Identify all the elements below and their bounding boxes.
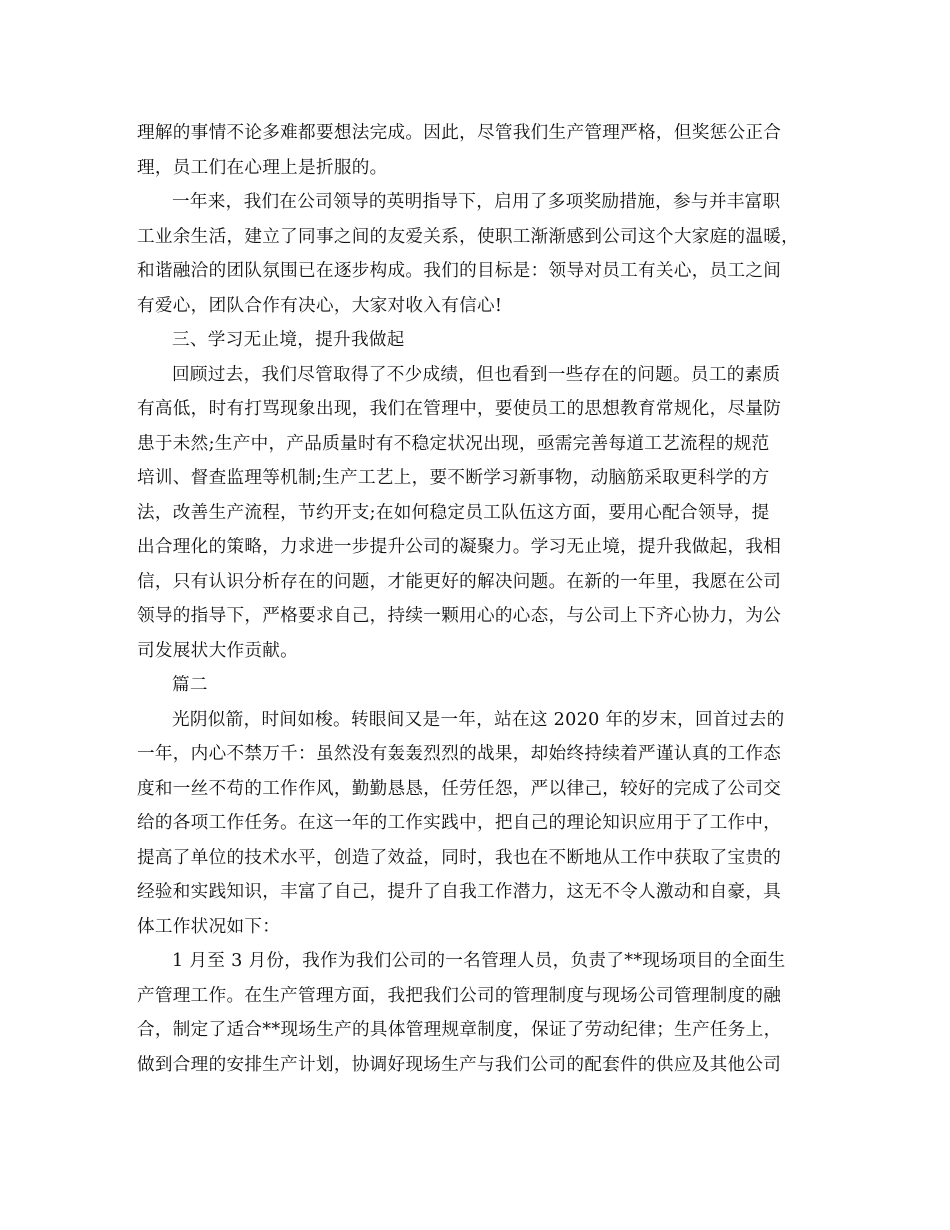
text-line: 理，员工们在心理上是折服的。 [137,157,388,178]
text-line: 给的各项工作任务。在这一年的工作实践中，把自己的理论知识应用于了工作中， [137,813,782,833]
text-line: 法，改善生产流程，节约开支;在如何稳定员工队伍这方面，要用心配合领导，提 [137,502,770,523]
document-page [137,116,815,1082]
text-line: 领导的指导下，严格要求自己，持续一颗用心的心态，与公司上下齐心协力，为公 [137,606,782,626]
text-line: 司发展状大作贡献。 [137,640,299,661]
text-line: 经验和实践知识，丰富了自己，提升了自我工作潜力，这无不令人激动和自豪，具 [137,882,782,902]
text-line: 理解的事情不论多难都要想法完成。因此，尽管我们生产管理严格，但奖惩公正合 [137,123,782,143]
text-line: 体工作状况如下： [137,916,281,937]
text-line: 产管理工作。在生产管理方面，我把我们公司的管理制度与现场公司管理制度的融 [137,985,782,1006]
paragraph [137,358,815,669]
paragraph [137,944,815,1082]
text-line: 度和一丝不苟的工作作风，勤勤恳恳，任劳任怨，严以律己，较好的完成了公司交 [137,778,782,799]
text-line: 培训、督查监理等机制;生产工艺上，要不断学习新事物，动脑筋采取更科学的方 [137,468,770,488]
text-line: 有爱心，团队合作有决心，大家对收入有信心! [137,295,503,316]
text-line: 工业余生活，建立了同事之间的友爱关系，使职工渐渐感到公司这个大家庭的温暖， [137,226,800,247]
text-line: 做到合理的安排生产计划，协调好现场生产与我们公司的配套件的供应及其他公司 [137,1054,782,1075]
text-line: 篇二 [172,675,208,695]
text-line: 合，制定了适合**现场生产的具体管理规章制度，保证了劳动纪律；生产任务上， [137,1020,782,1040]
text-line: 提高了单位的技术水平，创造了效益，同时，我也在不断地从工作中获取了宝贵的 [137,847,782,868]
paragraph [137,185,815,323]
text-line: 信，只有认识分析存在的问题，才能更好的解决问题。在新的一年里，我愿在公司 [137,571,782,592]
text-line: 一年，内心不禁万千：虽然没有轰轰烈烈的战果，却始终持续着严谨认真的工作态 [137,744,782,764]
text-line: 1 月至 3 月份，我作为我们公司的一名管理人员，负责了**现场项目的全面生 [172,951,786,971]
text-line: 三、学习无止境，提升我做起 [172,330,405,350]
text-line: 患于未然;生产中，产品质量时有不稳定状况出现，亟需完善每道工艺流程的规范 [137,433,770,454]
text-line: 有高低，时有打骂现象出现，我们在管理中，要使员工的思想教育常规化，尽量防 [137,399,782,419]
section-heading [137,668,815,703]
text-line: 回顾过去，我们尽管取得了不少成绩，但也看到一些存在的问题。员工的素质 [172,364,781,385]
section-heading [137,323,815,358]
text-line: 和谐融洽的团队氛围已在逐步构成。我们的目标是：领导对员工有关心，员工之间 [137,261,782,281]
paragraph [137,116,815,185]
text-line: 一年来，我们在公司领导的英明指导下，启用了多项奖励措施，参与并丰富职 [172,192,781,212]
text-line: 出合理化的策略，力求进一步提升公司的凝聚力。学习无止境，提升我做起，我相 [137,537,782,557]
text-line: 光阴似箭，时间如梭。转眼间又是一年，站在这 2020 年的岁末，回首过去的 [172,709,785,730]
paragraph [137,703,815,945]
